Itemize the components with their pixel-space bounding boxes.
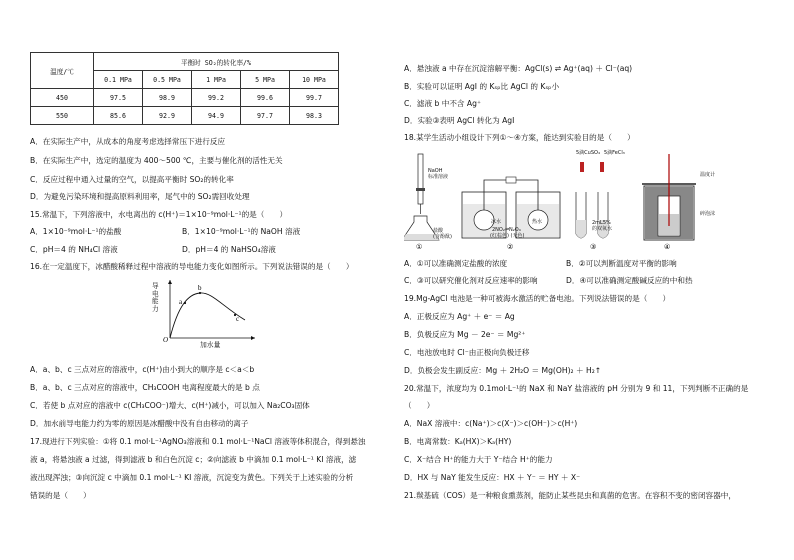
q19-option-a: A．正极反应为 Ag⁺ ＋ e⁻ ＝ Ag: [404, 312, 515, 321]
x-axis-label: 加水量: [200, 341, 221, 349]
q20-line-1: 20.常温下，浓度均为 0.1mol·L⁻¹的 NaX 和 NaY 盐溶液的 pH 分别为 9 和 11，下列判断不正确的是: [404, 384, 749, 393]
figure-number-2: ②: [507, 243, 514, 251]
table-cell: 99.7: [290, 89, 339, 107]
table-cell: 98.9: [143, 89, 192, 107]
q16-stem: 16.在一定温度下，冰醋酸稀释过程中溶液的导电能力变化如图所示。下列说法错误的是（ ）: [30, 262, 354, 271]
table-row: [31, 89, 339, 107]
table-corner: 温度/℃: [31, 53, 94, 89]
figure-number-1: ①: [416, 243, 423, 251]
label-hot-water: 热水: [532, 219, 543, 225]
label-no2-colors: (红棕色) (无色): [490, 233, 525, 239]
table-cell: 98.3: [290, 107, 339, 125]
point-b: [199, 292, 201, 294]
q17-line-1: 17.现进行下列实验：①将 0.1 mol·L⁻¹AgNO₃溶液和 0.1 mol·L⁻¹NaCl 溶液等体积混合，得到悬浊: [30, 437, 366, 446]
q15-option-a: A．1×10⁻⁹mol·L⁻¹的盐酸: [30, 227, 122, 236]
point-b-label: b: [198, 284, 202, 292]
pressure-header: 0.5 MPa: [143, 71, 192, 89]
table-group-header: 平衡时 SO₂的转化率/%: [94, 53, 339, 71]
figure-number-4: ④: [664, 243, 671, 251]
label-fecl3: 5滴FeCl₃: [604, 150, 625, 156]
q16-option-d: D．加水前导电能力约为零的原因是冰醋酸中没有自由移动的离子: [30, 419, 249, 428]
q16-option-a: A．a、b、c 三点对应的溶液中，c(H⁺)由小到大的顺序是 c＜a＜b: [30, 365, 255, 374]
q20-line-2: （ ）: [404, 401, 435, 410]
q19-option-c: C．电池放电时 Cl⁻由正极向负极迁移: [404, 348, 530, 357]
q20-option-c: C．X⁻结合 H⁺的能力大于 Y⁻结合 H⁺的能力: [404, 455, 553, 464]
q17-line-4: 错误的是（ ）: [30, 491, 91, 500]
y-axis-label: 导电能力: [152, 282, 159, 313]
q14-option-b: B．在实际生产中，选定的温度为 400～500 ℃，主要与催化剂的活性无关: [30, 156, 283, 165]
table-cell: 85.6: [94, 107, 143, 125]
pressure-header: 10 MPa: [290, 71, 339, 89]
so2-conversion-table: [30, 52, 339, 125]
q20-option-a: A．NaX 溶液中：c(Na⁺)＞c(X⁻)＞c(OH⁻)＞c(H⁺): [404, 419, 578, 428]
table-cell: 99.2: [192, 89, 241, 107]
label-phenolphthalein: (含酚酞): [433, 234, 452, 240]
q19-option-b: B．负极反应为 Mg － 2e⁻ ＝ Mg²⁺: [404, 330, 526, 339]
q18-option-a: A．①可以准确测定盐酸的浓度: [404, 259, 508, 268]
q18-option-b: B．②可以判断温度对平衡的影响: [566, 259, 677, 268]
q17-line-3: 液出现浑浊；③向沉淀 c 中滴加 0.1 mol·L⁻¹ KI 溶液，沉淀变为黄色。下列关于上述实验的分析: [30, 473, 354, 482]
table-row: [31, 107, 339, 125]
label-foam: 碎泡沫: [700, 211, 716, 217]
x-axis-arrow: [251, 336, 255, 340]
label-thermometer: 温度计: [700, 172, 716, 178]
q18-option-d: D．④可以准确测定酸碱反应的中和热: [566, 276, 693, 285]
table-cell: 450: [31, 89, 94, 107]
q17-option-b: B．实验可以证明 AgI 的 Kₛₚ比 AgCl 的 Kₛₚ小: [404, 82, 560, 91]
q16-option-b: B．a、b、c 三点对应的溶液中，CH₃COOH 电离程度最大的是 b 点: [30, 383, 260, 392]
table-cell: 97.7: [241, 107, 290, 125]
pressure-header: 0.1 MPa: [94, 71, 143, 89]
y-axis-arrow: [168, 280, 172, 284]
q15-stem: 15.常温下，下列溶液中，水电离出的 c(H⁺)＝1×10⁻⁹mol·L⁻¹的是（ ）: [30, 210, 288, 219]
table-cell: 550: [31, 107, 94, 125]
q15-option-b: B．1×10⁻⁹mol·L⁻¹的 NaOH 溶液: [182, 227, 301, 236]
conductivity-graph: [150, 276, 260, 344]
pressure-header: 5 MPa: [241, 71, 290, 89]
pressure-header: 1 MPa: [192, 71, 241, 89]
q20-option-b: B．电离常数：Kₐ(HX)＞Kₐ(HY): [404, 437, 512, 446]
label-h2o2: 2mL5%: [592, 220, 611, 226]
q17-option-c: C．滤液 b 中不含 Ag⁺: [404, 99, 481, 108]
label-h2o2-b: 的双氧水: [592, 226, 613, 232]
q17-option-a: A．悬浊液 a 中存在沉淀溶解平衡：AgCl(s) ⇌ Ag⁺(aq) ＋ Cl⁻(aq): [404, 64, 633, 73]
label-no2-equilibrium: 2NO₂⇌N₂O₄: [492, 227, 521, 233]
label-hcl: 盐酸: [433, 228, 444, 234]
q14-option-c: C．反应过程中通入过量的空气，以提高平衡时 SO₂的转化率: [30, 175, 234, 184]
label-naoh: NaOH: [428, 168, 443, 174]
figure-number-3: ③: [590, 243, 597, 251]
point-a: [184, 302, 186, 304]
q18-option-c: C．③可以研究催化剂对反应速率的影响: [404, 276, 538, 285]
q19-option-d: D．负极会发生副反应：Mg ＋ 2H₂O ＝ Mg(OH)₂ ＋ H₂↑: [404, 366, 602, 375]
q15-option-d: D．pH＝4 的 NaHSO₄溶液: [182, 245, 276, 254]
q14-option-d: D．为避免污染环境和提高原料利用率，尾气中的 SO₂需回收处理: [30, 192, 250, 201]
table-cell: 97.5: [94, 89, 143, 107]
label-standard-solution: 标准溶液: [428, 174, 449, 180]
q21-line-1: 21.羰基硫（COS）是一种粮食熏蒸剂，能防止某些昆虫和真菌的危害。在容积不变的密闭容器中，: [404, 491, 736, 500]
label-cuso4: 5滴CuSO₄: [576, 150, 600, 156]
point-a-label: a: [179, 298, 183, 306]
table-cell: 99.6: [241, 89, 290, 107]
q16-option-c: C．若使 b 点对应的溶液中 c(CH₃COO⁻)增大、c(H⁺)减小，可以加入 Na₂CO₃固体: [30, 401, 310, 410]
label-ice-water: 冰水: [491, 219, 502, 225]
q18-stem: 18.某学生活动小组设计下列①～④方案，能达到实验目的是（ ）: [404, 133, 635, 142]
table-cell: 92.9: [143, 107, 192, 125]
q15-option-c: C．pH＝4 的 NH₄Cl 溶液: [30, 245, 118, 254]
calorimeter-apparatus: [642, 154, 696, 240]
table-cell: 94.9: [192, 107, 241, 125]
q17-option-d: D．实验③表明 AgCl 转化为 AgI: [404, 116, 515, 125]
q19-stem: 19.Mg-AgCl 电池是一种可被海水激活的贮备电池。下列说法错误的是（ ）: [404, 294, 671, 303]
q17-line-2: 液 a，将悬浊液 a 过滤，得到滤液 b 和白色沉淀 c；②向滤液 b 中滴加 0.1 mol·L⁻¹ KI 溶液，滤: [30, 455, 357, 464]
origin-label: O: [163, 336, 169, 344]
q20-option-d: D．HX 与 NaY 能发生反应：HX ＋ Y⁻ ＝ HY ＋ X⁻: [404, 473, 581, 482]
q14-option-a: A．在实际生产中，从成本的角度考虑选择常压下进行反应: [30, 137, 226, 146]
point-c-label: c: [236, 315, 240, 323]
